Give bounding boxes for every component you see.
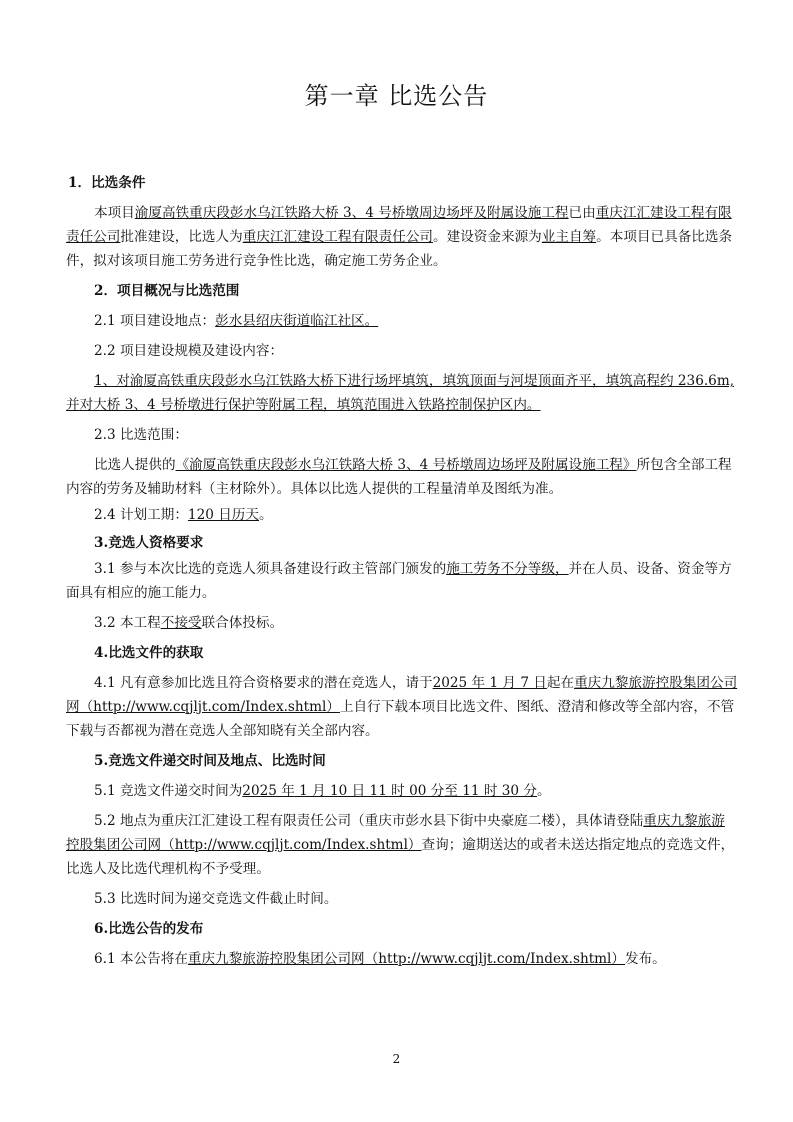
section-2-3-body: 比选人提供的《渝厦高铁重庆段彭水乌江铁路大桥 3、4 号桥墩周边场坪及附属设施工程》所包含全部工程内容的劳务及辅助材料（主材除外）。具体以比选人提供的工程量清单及图纸为准。: [66, 457, 732, 497]
section-2-4: 2.4 计划工期：120 日历天。: [94, 507, 273, 523]
document-body: [66, 171, 738, 977]
section-4-heading: 4.比选文件的获取: [94, 645, 204, 661]
section-5-1: 5.1 竞选文件递交时间为2025 年 1 月 10 日 11 时 00 分至 11 时 30 分。: [94, 783, 551, 799]
section-2-heading: 2．项目概况与比选范围: [94, 283, 240, 299]
section-2-3: 2.3 比选范围：: [94, 427, 188, 443]
section-5-heading: 5.竞选文件递交时间及地点、比选时间: [94, 753, 326, 769]
section-2-2-item: 1、对渝厦高铁重庆段彭水乌江铁路大桥下进行场坪填筑，填筑顶面与河堤顶面齐平，填筑高程约 236.6m,并对大桥 3、4 号桥墩进行保护等附属工程，填筑范围进入铁路控制保护区内。: [66, 373, 735, 413]
page-number: 2: [392, 1052, 401, 1066]
section-2-1: 2.1 项目建设地点：彭水县绍庆街道临江社区。: [94, 313, 379, 329]
section-3-heading: 3.竞选人资格要求: [94, 535, 204, 551]
section-2-2: 2.2 项目建设规模及建设内容：: [94, 343, 284, 359]
section-1-heading: 1．比选条件: [68, 175, 146, 191]
section-1-paragraph: 本项目渝厦高铁重庆段彭水乌江铁路大桥 3、4 号桥墩周边场坪及附属设施工程已由重庆江汇建设工程有限责任公司批准建设，比选人为重庆江汇建设工程有限责任公司。建设资金来源为业主自筹。本项目已具备比选条件，拟对该项目施工劳务进行竞争性比选，确定施工劳务企业。: [66, 205, 733, 269]
section-3-2: 3.2 本工程不接受联合体投标。: [94, 615, 284, 631]
document-title: 第一章 比选公告: [304, 82, 489, 110]
section-6-1: 6.1 本公告将在重庆九黎旅游控股集团公司网（http://www.cqjljt.com/Index.shtml）发布。: [94, 951, 666, 967]
section-5-2: 5.2 地点为重庆江汇建设工程有限责任公司（重庆市彭水县下街中央豪庭二楼），具体请登陆重庆九黎旅游控股集团公司网（http://www.cqjljt.com/Index.shtml）查询；逾期送达的或者未送达指定地点的竞选文件，比选人及比选代理机构不予受理。: [66, 813, 735, 877]
section-5-3: 5.3 比选时间为递交竞选文件截止时间。: [94, 891, 338, 907]
section-6-heading: 6.比选公告的发布: [94, 921, 204, 937]
section-4-1: 4.1 凡有意参加比选且符合资格要求的潜在竞选人，请于2025 年 1 月 7 日起在重庆九黎旅游控股集团公司网（http://www.cqjljt.com/Index.shtml）上自行下载本项目比选文件、图纸、澄清和修改等全部内容，不管下载与否都视为潜在竞选人全部知晓有关全部内容。: [66, 675, 738, 739]
section-3-1: 3.1 参与本次比选的竞选人须具备建设行政主管部门颁发的施工劳务不分等级，并在人员、设备、资金等方面具有相应的施工能力。: [66, 561, 732, 601]
